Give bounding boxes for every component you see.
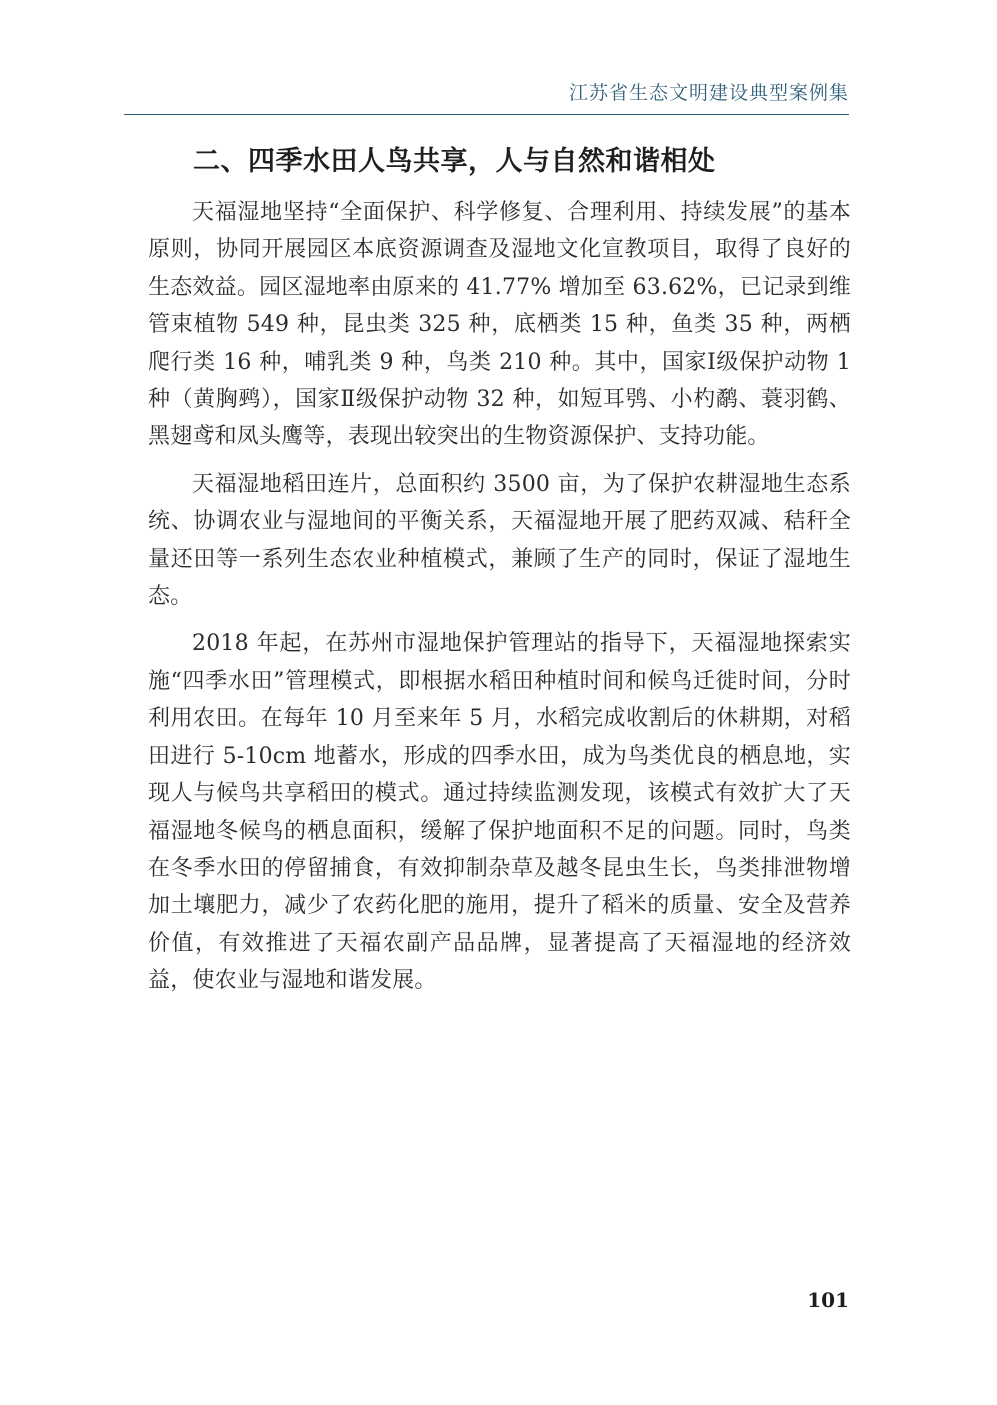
page-content bbox=[148, 140, 851, 1010]
running-header-title: 江苏省生态文明建设典型案例集 bbox=[568, 82, 849, 104]
section-title: 二、四季水田人鸟共享，人与自然和谐相处 bbox=[193, 146, 716, 177]
page-number: 101 bbox=[807, 1288, 849, 1312]
header-divider bbox=[124, 114, 849, 115]
paragraph-3: 2018 年起，在苏州市湿地保护管理站的指导下，天福湿地探索实施“四季水田”管理模式，即根据水稻田种植时间和候鸟迁徙时间，分时利用农田。在每年 10 月至来年 5 月，水稻完成收割后的休耕期，对稻田进行 5-10cm 地蓄水，形成的四季水田，成为鸟类优良的栖息地，实现人与候鸟共享稻田的模式。通过持续监测发现，该模式有效扩大了天福湿地冬候鸟的栖息面积，缓解了保护地面积不足的问题。同时，鸟类在冬季水田的停留捕食，有效抑制杂草及越冬昆虫生长，鸟类排泄物增加土壤肥力，减少了农药化肥的施用，提升了稻米的质量、安全及营养价值，有效推进了天福农副产品品牌，显著提高了天福湿地的经济效益，使农业与湿地和谐发展。 bbox=[148, 631, 851, 994]
paragraph-2: 天福湿地稻田连片，总面积约 3500 亩，为了保护农耕湿地生态系统、协调农业与湿地间的平衡关系，天福湿地开展了肥药双减、秸秆全量还田等一系列生态农业种植模式，兼顾了生产的同时，保证了湿地生态。 bbox=[148, 471, 851, 610]
paragraph-1: 天福湿地坚持“全面保护、科学修复、合理利用、持续发展”的基本原则，协同开展园区本底资源调查及湿地文化宣教项目，取得了良好的生态效益。园区湿地率由原来的 41.77% 增加至 63.62%，已记录到维管束植物 549 种，昆虫类 325 种，底栖类 15 种，鱼类 35 种，两栖爬行类 16 种，哺乳类 9 种，鸟类 210 种。其中，国家Ⅰ级保护动物 1 种（黄胸鹀），国家Ⅱ级保护动物 32 种，如短耳鸮、小杓鹬、蓑羽鹤、黑翅鸢和凤头鹰等，表现出较突出的生物资源保护、支持功能。 bbox=[148, 200, 851, 450]
